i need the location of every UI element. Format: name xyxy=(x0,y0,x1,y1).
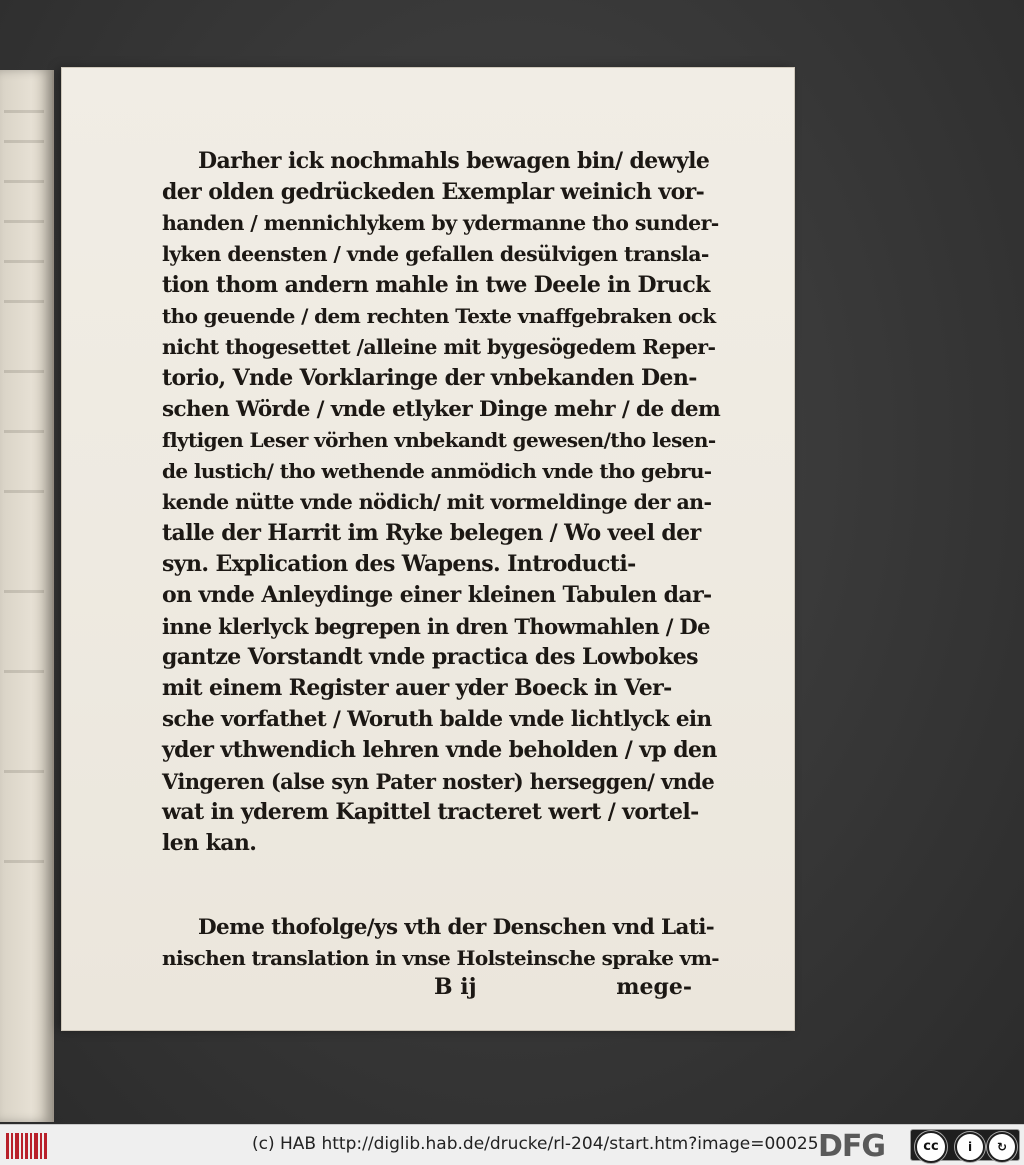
dfg-logo: DFG xyxy=(818,1129,886,1164)
text-line: gantze Vorstandt vnde practica des Lowbokes xyxy=(162,644,698,670)
text-line: der olden gedrückeden Exemplar weinich vor- xyxy=(162,179,705,205)
text-line: de lustich/ tho wethende anmödich vnde tho gebru- xyxy=(162,459,712,483)
left-page-edge xyxy=(0,70,54,1122)
text-line: nischen translation in vnse Holsteinsche sprake vm- xyxy=(162,946,719,970)
page-foot-line xyxy=(162,974,692,1005)
signature-mark: B ij xyxy=(434,974,477,1000)
text-line: lyken deensten / vnde gefallen desülvigen transla- xyxy=(162,242,709,266)
attribution-link[interactable]: (c) HAB http://diglib.hab.de/drucke/rl-204/start.htm?image=00025 xyxy=(252,1134,819,1154)
share-alike-icon: ↻ xyxy=(987,1132,1017,1162)
text-line: schen Wörde / vnde etlyker Dinge mehr / de dem xyxy=(162,397,721,422)
text-line: wat in yderem Kapittel tracteret wert / vortel- xyxy=(162,799,699,825)
text-line: Darher ick nochmahls bewagen bin/ dewyle xyxy=(198,148,710,174)
text-line: kende nütte vnde nödich/ mit vormeldinge der an- xyxy=(162,490,712,514)
text-line: len kan. xyxy=(162,830,257,856)
paragraph-1 xyxy=(162,146,722,859)
footer-bar xyxy=(0,1124,1024,1165)
paragraph-2 xyxy=(162,912,722,974)
text-line: Vingeren (alse syn Pater noster) herseggen/ vnde xyxy=(162,769,715,794)
text-line: handen / mennichlykem by ydermanne tho sunder- xyxy=(162,211,719,235)
text-line: sche vorfathet / Woruth balde vnde lichtlyck ein xyxy=(162,707,712,732)
text-line: Deme thofolge/ys vth der Denschen vnd Lati- xyxy=(198,915,715,940)
text-line: talle der Harrit im Ryke belegen / Wo veel der xyxy=(162,520,701,546)
catchword: mege- xyxy=(616,974,692,1000)
text-line: on vnde Anleydinge einer kleinen Tabulen dar- xyxy=(162,582,712,608)
text-line: syn. Explication des Wapens. Introducti- xyxy=(162,551,636,577)
book-page xyxy=(62,68,794,1030)
text-line: flytigen Leser vörhen vnbekandt gewesen/tho lesen- xyxy=(162,428,716,452)
by-label: BY xyxy=(961,1151,970,1159)
text-line: tion thom andern mahle in twe Deele in Druck xyxy=(162,272,710,298)
text-line: yder vthwendich lehren vnde beholden / vp den xyxy=(162,737,717,763)
text-line: mit einem Register auer yder Boeck in Ver- xyxy=(162,675,672,701)
text-line: tho geuende / dem rechten Texte vnaffgebraken ock xyxy=(162,304,716,328)
text-line: nicht thogesettet /alleine mit bygesögedem Reper- xyxy=(162,335,716,359)
cc-icon: cc xyxy=(915,1131,947,1163)
sa-label: SA xyxy=(994,1151,1004,1159)
text-line: torio, Vnde Vorklaringe der vnbekanden Den- xyxy=(162,365,697,391)
text-line: inne klerlyck begrepen in dren Thowmahlen / De xyxy=(162,614,710,639)
library-barcode-icon xyxy=(6,1133,48,1159)
cc-license-badge[interactable] xyxy=(910,1129,1020,1161)
attribution-icon: i xyxy=(955,1132,985,1162)
